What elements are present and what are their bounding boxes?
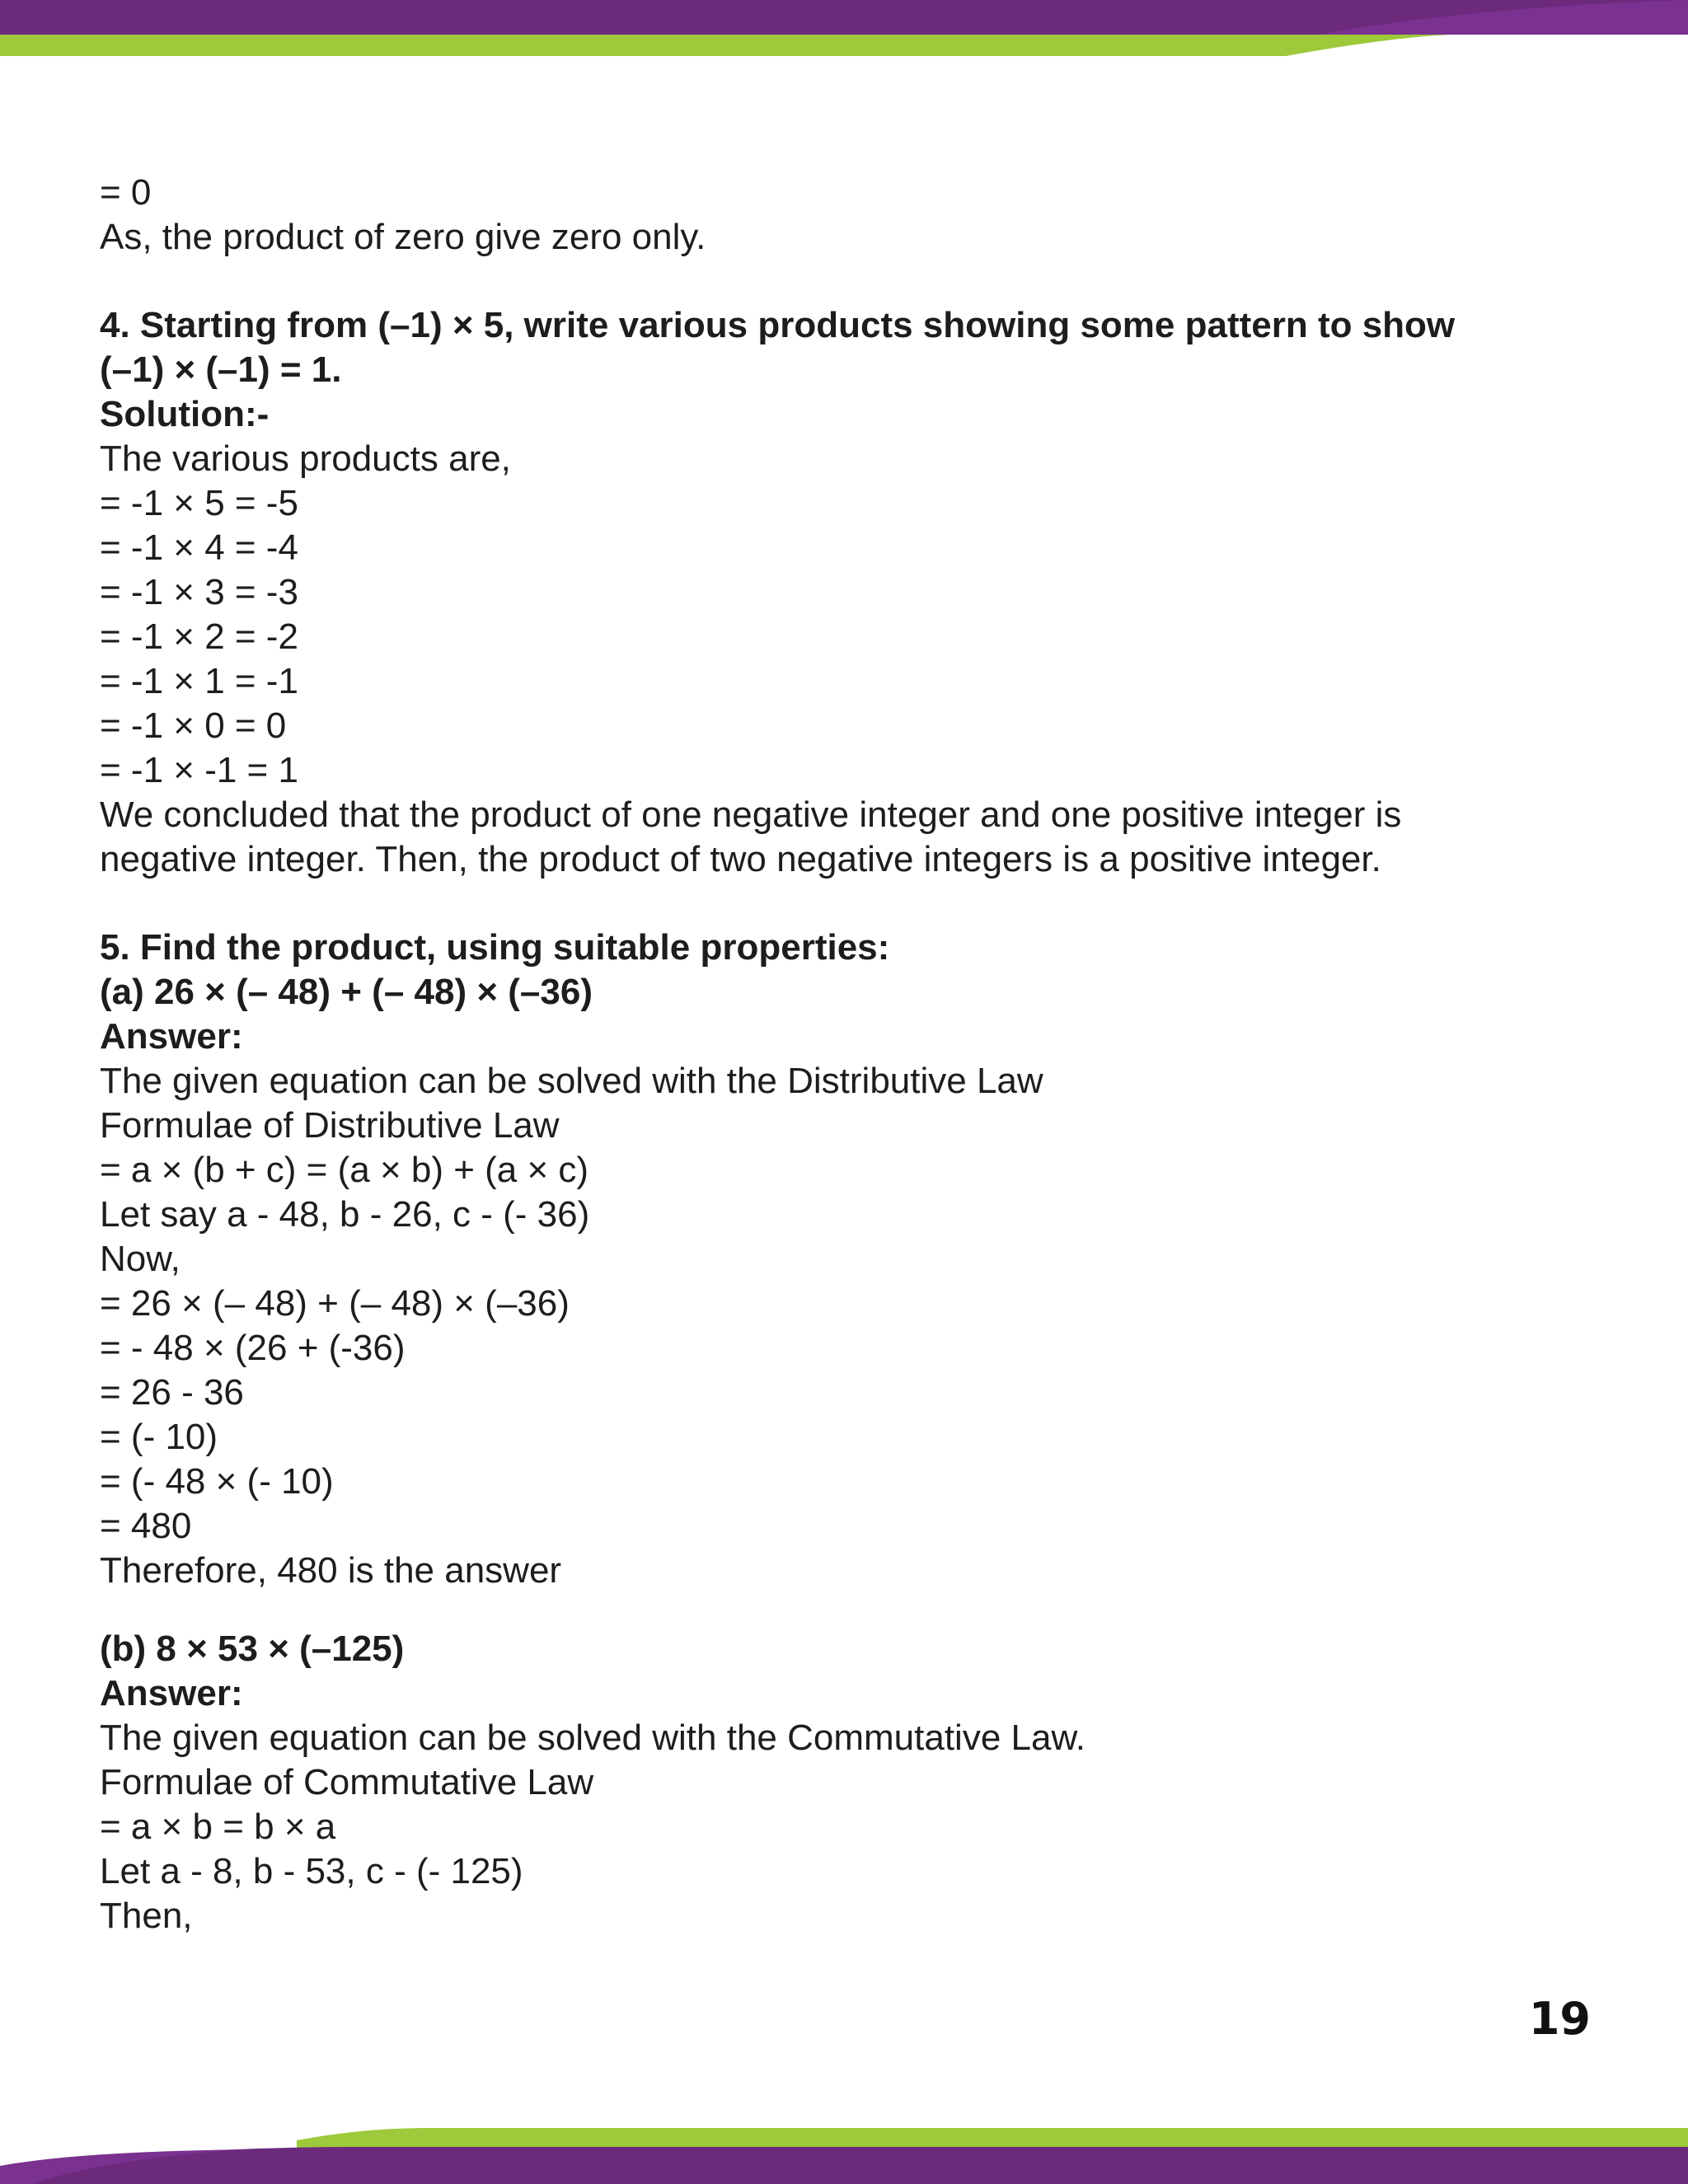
text-line: negative integer. Then, the product of two negative integers is a positive integer.	[100, 839, 1381, 879]
equation-line: = 480	[100, 1506, 192, 1546]
part-b-block	[100, 1627, 1608, 1938]
text-line: Let a - 8, b - 53, c - (- 125)	[100, 1851, 523, 1891]
question-heading: 5. Find the product, using suitable properties:	[100, 927, 890, 968]
page-number: 19	[1528, 1993, 1591, 2045]
text-line: Formulae of Distributive Law	[100, 1105, 560, 1146]
bottom-banner	[0, 2118, 1688, 2184]
text-line: The various products are,	[100, 438, 511, 479]
equation-line: = 26 - 36	[100, 1372, 244, 1413]
question-5-block	[100, 926, 1608, 1938]
equation-line: = a × (b + c) = (a × b) + (a × c)	[100, 1150, 589, 1190]
part-heading: (b) 8 × 53 × (–125)	[100, 1629, 405, 1669]
equation-line: = a × b = b × a	[100, 1807, 336, 1847]
text-line: Formulae of Commutative Law	[100, 1762, 594, 1802]
answer-label: Answer:	[100, 1673, 243, 1713]
text-line: Let say a - 48, b - 26, c - (- 36)	[100, 1194, 590, 1235]
question-heading: 4. Starting from (–1) × 5, write various products showing some pattern to show	[100, 305, 1456, 345]
spacer	[100, 260, 1608, 303]
answer-label: Answer:	[100, 1016, 243, 1057]
question-4-block	[100, 303, 1608, 882]
equation-line: = - 48 × (26 + (-36)	[100, 1328, 406, 1368]
intro-block	[100, 171, 1608, 260]
part-a-block	[100, 970, 1608, 1593]
text-line: = 0	[100, 172, 152, 213]
text-line: As, the product of zero give zero only.	[100, 217, 706, 257]
solution-label: Solution:-	[100, 394, 270, 434]
page-content	[100, 171, 1608, 1938]
top-banner	[0, 0, 1688, 66]
equation-line: = 26 × (– 48) + (– 48) × (–36)	[100, 1283, 570, 1324]
equation-line: = (- 48 × (- 10)	[100, 1461, 334, 1502]
equation-line: = -1 × -1 = 1	[100, 750, 298, 790]
text-line: Now,	[100, 1239, 181, 1279]
equation-line: = -1 × 1 = -1	[100, 661, 298, 701]
spacer	[100, 882, 1608, 926]
question-heading: (–1) × (–1) = 1.	[100, 349, 342, 390]
equation-line: = -1 × 0 = 0	[100, 705, 287, 746]
equation-line: = -1 × 3 = -3	[100, 572, 298, 612]
spacer	[100, 1593, 1608, 1627]
equation-line: = -1 × 5 = -5	[100, 483, 298, 523]
text-line: Then,	[100, 1896, 193, 1936]
text-line: We concluded that the product of one negative integer and one positive integer is	[100, 794, 1402, 835]
text-line: The given equation can be solved with the Commutative Law.	[100, 1718, 1086, 1758]
equation-line: = (- 10)	[100, 1417, 218, 1457]
text-line: Therefore, 480 is the answer	[100, 1550, 562, 1591]
text-line: The given equation can be solved with the Distributive Law	[100, 1061, 1043, 1101]
part-heading: (a) 26 × (– 48) + (– 48) × (–36)	[100, 972, 593, 1012]
equation-line: = -1 × 2 = -2	[100, 616, 298, 657]
equation-line: = -1 × 4 = -4	[100, 527, 298, 568]
